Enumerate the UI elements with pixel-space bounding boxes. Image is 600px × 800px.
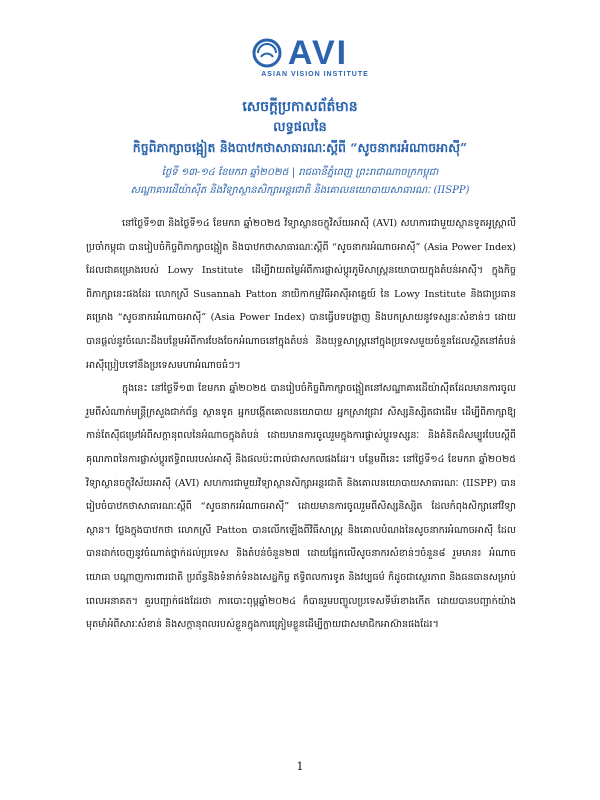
- logo-tagline: ASIAN VISION INSTITUTE: [261, 71, 369, 78]
- event-venue: សណ្ឋាគារដើយ៉ាស៊ីត និងវិទ្យាស្ថានសិក្សាអន្តរជាតិ និងគោលនយោបាយសាធារណៈ (IISPP): [130, 185, 470, 196]
- paragraph-2: ក្នុងនេះ នៅថ្ងៃទី១៣ ខែមករា ឆ្នាំ២០២៥ បានរៀបចំកិច្ចពិភាក្សាចង្អៀតនៅសណ្ឋាគារដើយ៉ាស៊ីតដែលមានការចូលរួមពីសំណាក់មន្ត្រីក្រសួងជាក់ព័ន្ធ ស្ថានទូត អ្នកបង្កើតគោលនយោបាយ អ្នកស្រាវជ្រាវ សិស្សនិស្សិតជាដើម ដើម្បីពិភាក្សាឱ្យកាន់តែស៊ីជម្រៅអំពីសក្តានុពលនៃអំណាចក្នុងតំបន់ ដោយមានការចូលរួមក្នុងការផ្លាស់ប្តូរទស្សនៈ និងគំនិតដ៏សម្បូរបែបស្តីពីគុណភាពនៃការផ្លាស់ប្តូរឥទ្ធិពលរបស់អាស៊ី និងផលប៉ះពាល់ជាសកលផងដែរ។ បន្ថែមពីនេះ នៅថ្ងៃទី១៤ ខែមករា ឆ្នាំ២០២៥ វិទ្យាស្ថានចក្ខុវិស័យអាស៊ី (AVI) សហការជាមួយវិទ្យាស្ថានសិក្សាអន្តរជាតិ និងគោលនយោបាយសាធារណៈ (IISPP) បានរៀបចំបាឋកថាសាធារណៈស្តីពី “សូចនាករអំណាចអាស៊ី” ដោយមានការចូលរួមពីសិស្សនិស្សិត ដែលកំពុងសិក្សានៅវិទ្យាស្ថាន។ ថ្លែងក្នុងបាឋកថា លោកស្រី Patton បានលើកឡើងពីវិធីសាស្ត្រ និងគោលបំណងនៃសូចនាករអំណាចអាស៊ី ដែលបានដាក់ចេញនូវចំណាត់ថ្នាក់ដល់ប្រទេស និងតំបន់ចំនួន២៧ ដោយផ្អែកលើសូចនាករសំខាន់ៗចំនួន៨ រួមមាន៖ អំណាចយោធា បណ្តាញការពារជាតិ ប្រព័ន្ធនិងទំនាក់ទំនងសេដ្ឋកិច្ច ឥទ្ធិពលការទូត និងវប្បធម៌ ក៏ដូចជាស្ថេរភាព និងធនធានសម្រាប់ពេលអនាគត។ គួរបញ្ជាក់ផងដែរថា ការបោះពុម្ពឆ្នាំ២០២៤ ក៏បានរួមបញ្ចូលប្រទេសទីម័រខាងកើត ដោយបានបញ្ជាក់យ៉ាងមុតមាំអំពីសារៈសំខាន់ និងសក្តានុពលរបស់ខ្លួនក្នុងការត្រៀមខ្លួនដើម្បីក្លាយជាសមាជិកអាស៊ានផងដែរ។: [86, 383, 516, 631]
- event-date-place: ថ្ងៃទី ១៣-១៤ ខែមករា ឆ្នាំ២០២៥ | រាជធានីភ្នំពេញ ព្រះរាជាណាចក្រកម្ពុជា: [161, 167, 439, 178]
- paragraph-1: នៅថ្ងៃទី១៣ និងថ្ងៃទី១៤ ខែមករា ឆ្នាំ២០២៥ វិទ្យាស្ថានចក្ខុវិស័យអាស៊ី (AVI) សហការជាមួយស្ថានទូតអូស្ត្រាលីប្រចាំកម្ពុជា បានរៀបចំកិច្ចពិភាក្សាចង្អៀត និងបាឋកថាសាធារណៈស្តីពី “សូចនាករអំណាចអាស៊ី” (Asia Power Index) ដែលជាគម្រោងរបស់ Lowy Institute ដើម្បីវាយតម្លៃអំពីការផ្លាស់ប្តូរភូមិសាស្ត្រនយោបាយក្នុងតំបន់អាស៊ី។ ក្នុងកិច្ចពិភាក្សានេះផងដែរ លោកស្រី Susannah Patton នាយិកាកម្មវិធីអាស៊ីអាគ្នេយ៍ នៃ Lowy Institute និងជាប្រធានគម្រោង “សូចនាករអំណាចអាស៊ី” (Asia Power Index) បានធ្វើបទបង្ហាញ និងបកស្រាយនូវទស្សនៈសំខាន់ៗ ដោយបានផ្តល់នូវចំណេះដឹងបន្ថែមអំពីការបែងចែកអំណាចនៅក្នុងតំបន់ និងយុទ្ធសាស្ត្រនៅក្នុងប្រទេសមួយចំនួនដែលស្ថិតនៅតំបន់អាស៊ីប្រៀបទៅនឹងប្រទេសមហាអំណាចធំៗ។: [86, 218, 516, 371]
- globe-icon: [252, 38, 282, 68]
- results-subtitle: លទ្ធផលនៃ: [273, 120, 327, 135]
- logo-wordmark: AVI: [287, 34, 349, 72]
- event-title: កិច្ចពិភាក្សាចង្អៀត និងបាឋកថាសាធារណៈស្តីពី “សូចនាករអំណាចអាស៊ី”: [132, 140, 468, 155]
- avi-logo: [0, 36, 600, 78]
- body-text: [86, 212, 516, 637]
- press-release-title: សេចក្តីប្រកាសព័ត៌មាន: [242, 99, 358, 115]
- page-number: 1: [296, 760, 304, 773]
